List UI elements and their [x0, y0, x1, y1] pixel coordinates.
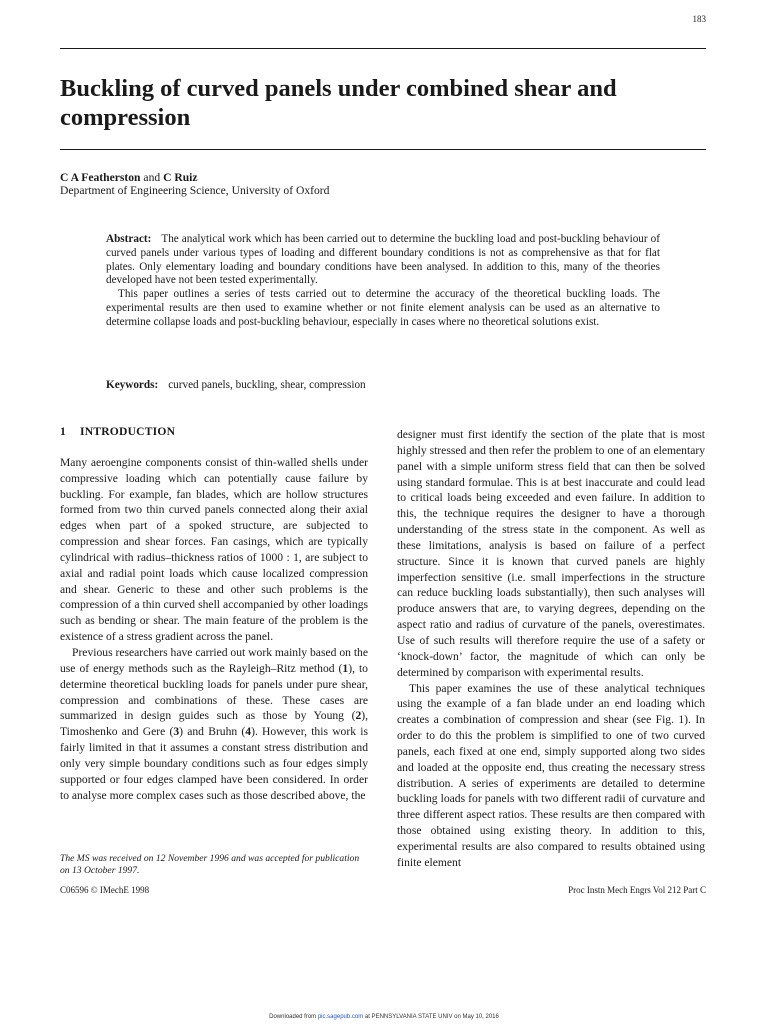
- body-text: ), to determine theoretical buckling loads for panels under pure shear, compression and combinations of these. These cases are summarized in design guides such as those by Young (: [60, 661, 368, 723]
- abstract-text: The analytical work which has been carried out to determine the buckling load and post-buckling behaviour of curved panels under various types of loading and different boundary conditions is not as comprehensive as that for flat plates. Only elementary loading and boundary conditions have been analysed. In addition to this, many of the theories developed have not been tested experimentally.: [106, 233, 660, 287]
- footer-journal: Proc Instn Mech Engrs Vol 212 Part C: [568, 885, 706, 895]
- abstract-paragraph: [106, 233, 660, 288]
- keywords-label: Keywords:: [106, 379, 159, 391]
- body-paragraph: designer must first identify the section of the plate that is most highly stressed and then refer the problem to one of an elementary panel with a simple uniform stress field that can then be solved using standard formulae. This is at best inaccurate and could lead to critical loads being exceeded and even failure. In addition to this, the technique requires the designer to have a thorough understanding of the stress state in the component. As well as these limitations, analysis is based on failure of a perfect structure. Since it is known that curved panels are highly imperfection sensitive (i.e. small imperfections in the structure can reduce buckling loads substantially), then such analyses will produce answers that are, to varying degrees, depending on the aspect ratio and radius of curvature of the panels, overestimates. Use of such results will therefore require the use of a safety or ‘knock-down’ factor, the magnitude of which can only be determined by comparison with experimental results.: [397, 428, 705, 679]
- download-link[interactable]: pic.sagepub.com: [317, 1014, 364, 1020]
- author-name: C A Featherston: [60, 171, 141, 184]
- section-number: 1: [60, 425, 66, 438]
- reference-link[interactable]: 3: [173, 725, 180, 739]
- download-suffix: at PENNSYLVANIA STATE UNIV on May 10, 2016: [364, 1014, 499, 1020]
- body-text: ), Timoshenko and Gere (: [60, 709, 368, 739]
- abstract-label: Abstract:: [106, 233, 152, 245]
- footer-copyright: C06596 © IMechE 1998: [60, 885, 150, 895]
- keywords-text: curved panels, buckling, shear, compression: [168, 379, 366, 391]
- author-conjunction: and: [143, 171, 161, 184]
- affiliation: Department of Engineering Science, University of Oxford: [60, 184, 330, 197]
- download-notice: [0, 1014, 768, 1020]
- abstract-paragraph: This paper outlines a series of tests carried out to determine the accuracy of the theoretical buckling loads. The experimental results are then used to examine whether or not finite element analysis can be used as an alternative to determine collapse loads and post-buckling behaviour, especially in cases where no theoretical solutions exist.: [106, 288, 660, 328]
- reference-link[interactable]: 2: [355, 709, 362, 723]
- right-column: [397, 427, 705, 871]
- keywords-line: [106, 379, 366, 391]
- author-line: [60, 171, 198, 184]
- body-text: Previous researchers have carried out work mainly based on the use of energy methods such as the Rayleigh–Ritz method (: [60, 645, 368, 675]
- section-title: INTRODUCTION: [80, 425, 176, 438]
- received-footnote: The MS was received on 12 November 1996 and was accepted for publication on 13 October 1997.: [60, 853, 360, 876]
- title-rule: [60, 149, 706, 150]
- section-heading: [60, 424, 368, 440]
- body-text: ). However, this work is fairly limited in that it assumes a constant stress distribution and only very simple boundary conditions such as four edges simply supported or four edges clamped have been considered. In order to analyse more complex cases such as those described above, the: [60, 725, 368, 802]
- page-number: 183: [692, 14, 706, 24]
- top-rule: [60, 48, 706, 49]
- reference-link[interactable]: 1: [342, 661, 349, 675]
- author-name: C Ruiz: [163, 171, 198, 184]
- abstract-block: [106, 233, 660, 330]
- left-column: [60, 424, 368, 803]
- body-paragraph: This paper examines the use of these analytical techniques using the example of a fan blade under an end loading which creates a combination of compression and shear (see Fig. 1). In order to do this the problem is simplified to one of two curved panels, each fixed at one end, simply supported along two sides and loaded at the opposite end, thus creating the necessary stress distribution. A series of experiments are detailed to determine buckling loads for panels with two different radii of curvature and three different aspect ratios. These results are then compared with those obtained using existing theory. In addition to this, experimental results are also compared to results obtained using finite element: [397, 681, 705, 869]
- article-title: Buckling of curved panels under combined shear and compression: [60, 75, 617, 131]
- body-paragraph: Many aeroengine components consist of thin-walled shells under compressive loading which can potentially cause failure by buckling. For example, fan blades, which are hollow structures formed from two thin curved panels connected along their axial edges when part of a spoked structure, are subjected to compression and shear forces. Fan casings, which are typically cylindrical with radius–thickness ratios of 1000 : 1, are subject to axial and radial point loads which cause localized compression and shear. Generic to these and other such problems is the compression of a thin curved shell accompanied by other loadings such as bending or shear. The main feature of the problem is the existence of a stress gradient across the panel.: [60, 455, 368, 644]
- body-paragraph: [60, 645, 368, 803]
- download-prefix: Downloaded from: [269, 1014, 317, 1020]
- body-text: ) and Bruhn (: [179, 725, 246, 739]
- reference-link[interactable]: 4: [245, 725, 252, 739]
